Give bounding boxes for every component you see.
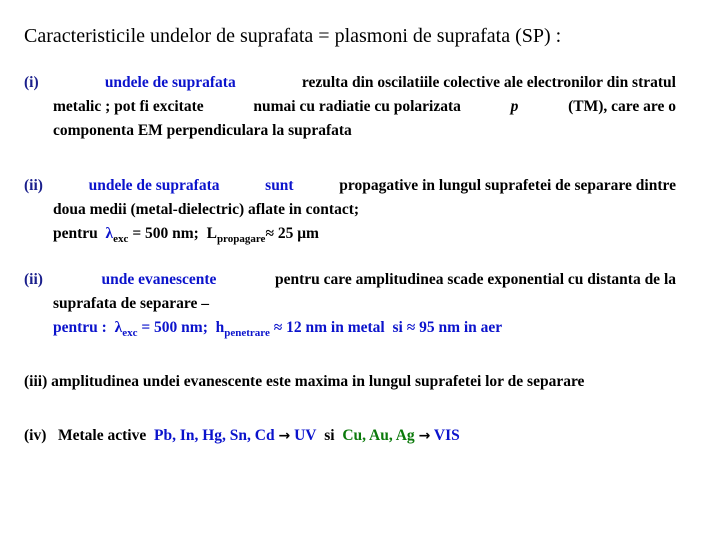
item-text: propagative in lungul suprafetei de separare dintre	[339, 177, 676, 194]
term-highlight: undele de suprafata	[104, 74, 236, 91]
formula-line	[24, 316, 676, 345]
item-text: metalic ; pot fi excitate	[53, 98, 204, 115]
uv-label: UV	[294, 427, 317, 444]
item-marker: (ii)	[24, 271, 43, 288]
arrow-right-icon: →	[278, 428, 291, 444]
lambda-symbol: λ	[114, 319, 123, 336]
list-item-iv	[24, 424, 676, 448]
vis-label: VIS	[433, 427, 460, 444]
item-text: Metale active	[58, 427, 147, 444]
item-text: suprafata de separare –	[53, 295, 209, 312]
formula-conjunction: si	[392, 319, 403, 336]
item-text: (TM), care are o	[568, 98, 676, 115]
term-highlight: undele de suprafata	[88, 177, 220, 194]
item-line	[24, 71, 676, 95]
item-line	[24, 268, 676, 292]
page-title: Caracteristicile undelor de suprafata = plasmoni de suprafata (SP) :	[24, 25, 562, 47]
formula-line	[24, 222, 676, 251]
item-line	[24, 424, 676, 448]
item-text: componenta EM perpendiculara la suprafata	[53, 122, 352, 139]
list-item-ii-evanescent	[24, 268, 676, 345]
subscript-exc: exc	[113, 233, 129, 245]
item-marker: (ii)	[24, 177, 43, 194]
formula-value: = 500 nm;	[132, 225, 199, 242]
subscript-propagare: propagare	[216, 233, 266, 245]
item-text: doua medii (metal-dielectric) aflate in contact;	[53, 201, 360, 218]
formula-value: = 500 nm;	[141, 319, 208, 336]
list-item-i	[24, 71, 676, 143]
metals-uv: Pb, In, Hg, Sn, Cd	[153, 427, 275, 444]
item-marker: (iv)	[24, 427, 47, 444]
formula-label: pentru :	[53, 319, 107, 336]
item-text: numai cu radiatie cu polarizata	[253, 98, 461, 115]
formula-label: pentru	[53, 225, 98, 242]
list-item-iii	[24, 370, 676, 394]
length-symbol: L	[206, 225, 217, 242]
lambda-symbol: λ	[105, 225, 114, 242]
metals-vis: Cu, Au, Ag	[342, 427, 415, 444]
subscript-penetrare: penetrare	[224, 327, 270, 339]
formula-value: ≈ 95 nm in aer	[406, 319, 503, 336]
item-marker: (i)	[24, 74, 39, 91]
formula-value: ≈ 12 nm in metal	[273, 319, 385, 336]
subscript-exc: exc	[122, 327, 138, 339]
item-text: (iii) amplitudinea undei evanescente este maxima in lungul suprafetei lor de separare	[24, 373, 585, 390]
depth-symbol: h	[215, 319, 225, 336]
item-text: pentru care amplitudinea scade exponential cu distanta de la	[274, 271, 676, 288]
arrow-right-icon: →	[418, 428, 431, 444]
item-text: si	[324, 427, 335, 444]
list-item-ii-propagative	[24, 174, 676, 251]
item-text: rezulta din oscilatiile colective ale electronilor din stratul	[301, 74, 676, 91]
polarization-symbol: p	[510, 98, 519, 115]
term-highlight: sunt	[265, 177, 294, 194]
term-highlight: unde evanescente	[101, 271, 217, 288]
item-line	[24, 174, 676, 198]
formula-value: ≈ 25 μm	[265, 225, 319, 242]
item-line	[24, 95, 676, 119]
